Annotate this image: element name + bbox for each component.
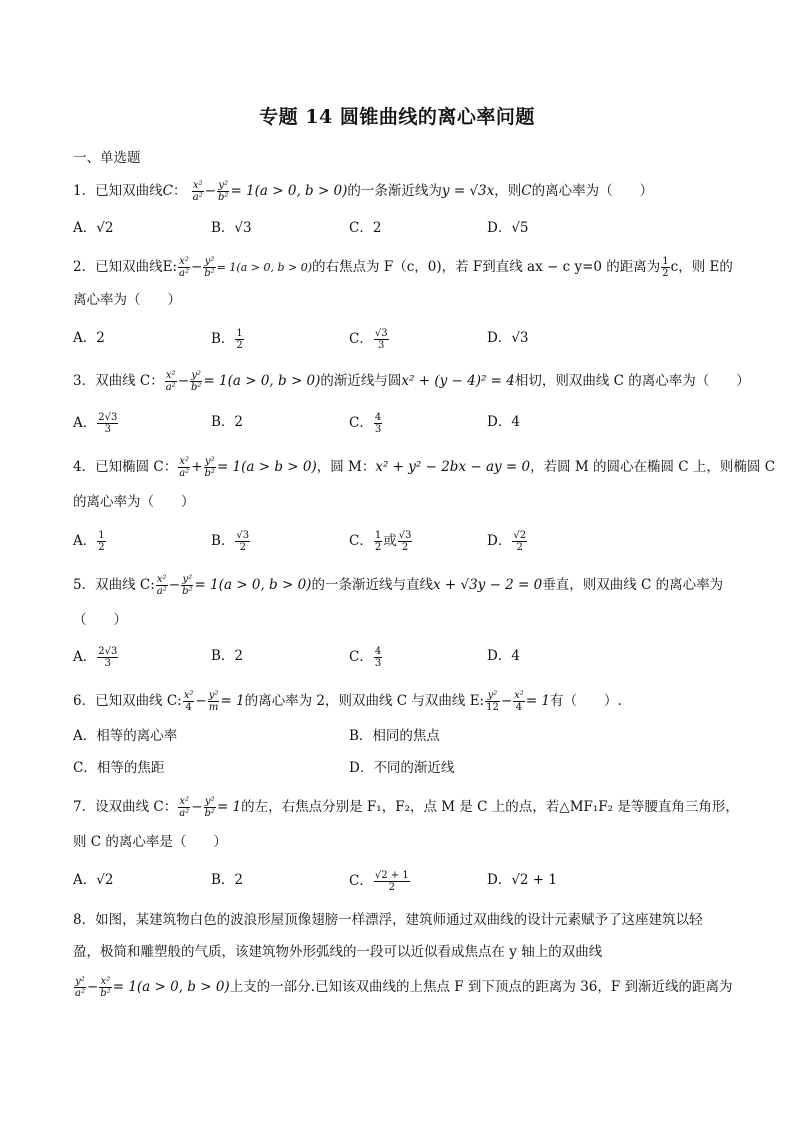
question-5-option-a: A． $\frac{2√3}{3}$ <box>73 646 118 669</box>
question-3-stem: 3．双曲线 C： $\frac{\text{x²}}{\text{a²}}$ − $\frac{\text{y²}}{\text{b²}}$ = 1(a > 0, b > 0)的渐近线与圆x² + (y − 4)² = 4相切，则双曲线 C 的离心率为（ ） <box>73 370 750 393</box>
fraction: $\frac{\text{x²}}{4}$ <box>514 690 524 713</box>
question-6-option-b: B．相同的焦点 <box>349 728 440 744</box>
question-1-option-b: B．√3 <box>211 220 252 236</box>
question-7-stem: 7．设双曲线 C： $\frac{\text{x²}}{\text{a²}}$ − $\frac{\text{y²}}{\text{b²}}$ = 1的左，右焦点分别是 F₁，F₂，点 M 是 C 上的点，若△MF₁F₂ 是等腰直角三角形， <box>73 796 739 819</box>
question-4-stem: 4．已知椭圆 C： $\frac{\text{x²}}{\text{a²}}$ + $\frac{\text{y²}}{\text{b²}}$ = 1(a > b > 0)，圆 M：x² + y² − 2bx − ay = 0，若圆 M 的圆心在椭圆 C 上，则椭圆 C <box>73 456 776 479</box>
fraction: $\frac{\text{y²}}{\text{b²}}$ <box>182 574 193 597</box>
fraction: $\frac{\text{x²}}{4}$ <box>183 690 194 713</box>
fraction: $\frac{\text{y²}}{\text{b²}}$ <box>191 370 202 393</box>
question-6-option-d: D．不同的渐近线 <box>349 760 455 776</box>
question-4-option-d: D． $\frac{√2}{2}$ <box>487 530 527 553</box>
question-1-stem: 1．已知双曲线C： $\frac{\text{x²}}{\text{a²}}$ − $\frac{\text{y²}}{\text{b²}}$ = 1(a > 0, b > 0)的一条渐近线为y = √3x，则C的离心率为（ ） <box>73 180 654 203</box>
fraction: $\frac{\text{x²}}{\text{a²}}$ <box>156 574 167 597</box>
fraction: $\frac{√3}{3}$ <box>374 328 388 351</box>
fraction: $\frac{√2 + 1}{2}$ <box>374 870 409 893</box>
question-7-option-a: A．√2 <box>73 872 114 888</box>
fraction: $\frac{\text{x²}}{\text{a²}}$ <box>165 370 176 393</box>
fraction: $\frac{√3}{2}$ <box>236 530 250 553</box>
page-title: 专题 14 圆锥曲线的离心率问题 <box>259 106 535 128</box>
question-2-stem-line2: 离心率为（ ） <box>73 292 181 308</box>
question-3-option-d: D．4 <box>487 414 520 430</box>
fraction: $\frac{\text{x²}}{\text{a²}}$ <box>192 180 203 203</box>
question-8-stem-line1: 8．如图，某建筑物白色的波浪形屋顶像翅膀一样漂浮，建筑师通过双曲线的设计元素赋予了这座建筑以轻 <box>73 912 703 928</box>
fraction: $\frac{\text{y²}}{\text{b²}}$ <box>218 180 229 203</box>
question-3-option-b: B．2 <box>211 414 244 430</box>
fraction: $\frac{1}{2}$ <box>98 530 105 553</box>
question-5-option-b: B．2 <box>211 648 244 664</box>
fraction: $\frac{√2}{2}$ <box>513 530 527 553</box>
fraction: $\frac{\text{y²}}{\text{a²}}$ <box>75 976 85 999</box>
section-heading: 一、单选题 <box>73 150 141 166</box>
fraction: $\frac{2√3}{3}$ <box>98 646 118 669</box>
question-5-option-d: D．4 <box>487 648 520 664</box>
question-5-stem: 5．双曲线 C: $\frac{\text{x²}}{\text{a²}}$ − $\frac{\text{y²}}{\text{b²}}$ = 1(a > 0, b > 0)的一条渐近线与直线x + √3y − 2 = 0垂直，则双曲线 C 的离心率为 <box>73 574 724 597</box>
fraction: $\frac{4}{3}$ <box>374 646 382 669</box>
question-6-option-a: A．相等的离心率 <box>73 728 178 744</box>
question-2-option-a: A．2 <box>73 330 105 346</box>
fraction: $\frac{2√3}{3}$ <box>98 412 118 435</box>
fraction: $\frac{\text{y²}}{\text{b²}}$ <box>204 256 215 279</box>
question-3-option-c: C． $\frac{4}{3}$ <box>349 412 382 435</box>
fraction: $\frac{\text{x²}}{\text{b²}}$ <box>100 976 111 999</box>
fraction: $\frac{\text{y²}}{\text{b²}}$ <box>204 796 215 819</box>
question-4-option-b: B． $\frac{√3}{2}$ <box>211 530 250 553</box>
question-1-option-a: A．√2 <box>73 220 114 236</box>
fraction: $\frac{\text{x²}}{\text{a²}}$ <box>179 456 190 479</box>
question-2-option-d: D．√3 <box>487 330 529 346</box>
fraction: $\frac{1}{2}$ <box>236 328 243 351</box>
fraction: $\frac{\text{y²}}{12}$ <box>486 690 499 713</box>
question-1-option-d: D．√5 <box>487 220 529 236</box>
question-7-option-c: C． $\frac{√2 + 1}{2}$ <box>349 870 409 893</box>
question-6-option-c: C．相等的焦距 <box>73 760 165 776</box>
question-6-stem: 6．已知双曲线 C: $\frac{\text{x²}}{4}$ − $\frac{\text{y²}}{m}$ = 1的离心率为 2，则双曲线 C 与双曲线 E: $\frac{\text{y²}}{12}$ − $\frac{\text{x²}}{4}$ = 1有（ ）. <box>73 690 622 713</box>
question-2-stem: 2．已知双曲线E: $\frac{\text{x²}}{\text{a²}}$ − $\frac{\text{y²}}{\text{b²}}$ = 1(a > 0, b > 0)的右焦点为 F（c，0)，若 F到直线 ax − c y=0 的距离为 $\frac{1}{2}$ c，则 E的 <box>73 256 733 279</box>
question-4-option-c: C． $\frac{1}{2}$ 或 $\frac{√3}{2}$ <box>349 530 412 553</box>
question-8-stem-line2: 盈，极简和雕塑般的气质，该建筑物外形弧线的一段可以近似看成焦点在 y 轴上的双曲线 <box>73 944 603 960</box>
fraction: $\frac{1}{2}$ <box>374 530 382 553</box>
question-4-stem-line2: 的离心率为（ ） <box>73 494 195 510</box>
question-8-stem-line3: $\frac{\text{y²}}{\text{a²}}$ − $\frac{\text{x²}}{\text{b²}}$ = 1(a > 0, b > 0)上支的一部分.已知该双曲线的上焦点 F 到下顶点的距离为 36，F 到渐近线的距离为 <box>75 976 733 999</box>
question-5-stem-line2: （ ） <box>73 612 127 628</box>
fraction: $\frac{1}{2}$ <box>662 256 669 279</box>
question-7-option-d: D．√2 + 1 <box>487 872 557 888</box>
question-1-option-c: C．2 <box>349 220 382 236</box>
fraction: $\frac{4}{3}$ <box>374 412 382 435</box>
fraction: $\frac{\text{x²}}{\text{a²}}$ <box>179 256 189 279</box>
fraction: $\frac{\text{y²}}{m}$ <box>208 690 219 713</box>
fraction: $\frac{\text{y²}}{\text{b²}}$ <box>204 456 215 479</box>
question-2-option-b: B． $\frac{1}{2}$ <box>211 328 243 351</box>
question-7-option-b: B．2 <box>211 872 244 888</box>
question-7-stem-line2: 则 C 的离心率是（ ） <box>73 834 227 850</box>
question-2-option-c: C． $\frac{√3}{3}$ <box>349 328 388 351</box>
fraction: $\frac{√3}{2}$ <box>398 530 412 553</box>
question-5-option-c: C． $\frac{4}{3}$ <box>349 646 382 669</box>
question-4-option-a: A． $\frac{1}{2}$ <box>73 530 105 553</box>
question-3-option-a: A． $\frac{2√3}{3}$ <box>73 412 118 435</box>
fraction: $\frac{\text{x²}}{\text{a²}}$ <box>179 796 190 819</box>
